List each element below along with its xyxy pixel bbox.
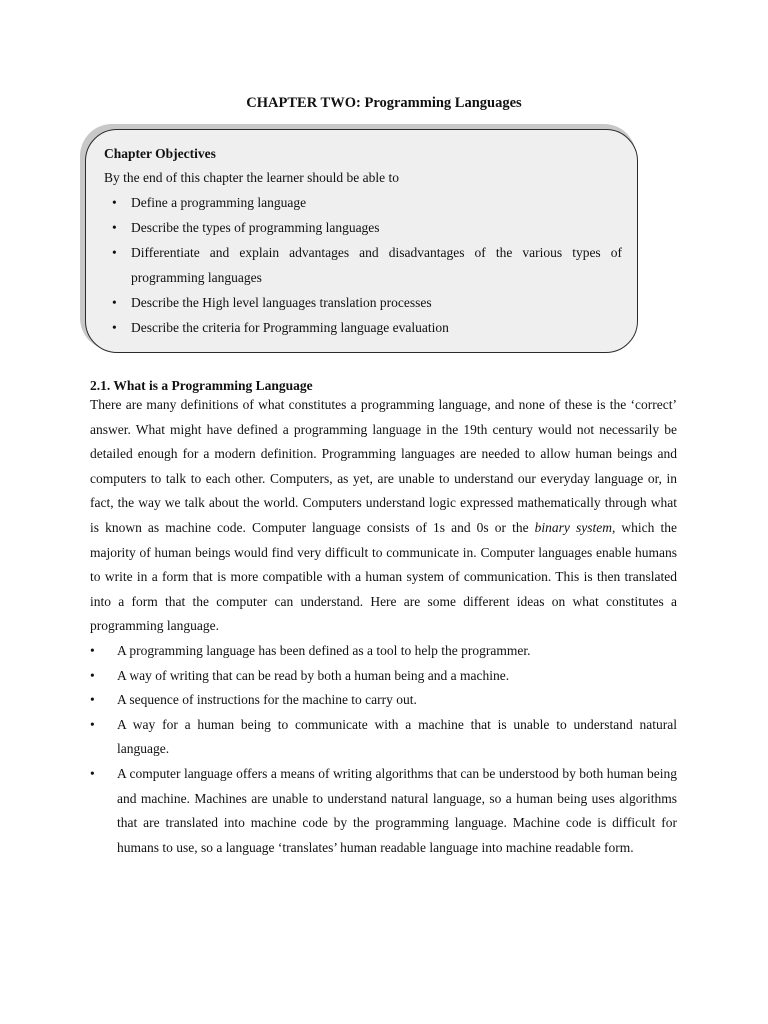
section-heading: 2.1. What is a Programming Language: [90, 378, 313, 393]
paragraph-italic-term: binary system: [534, 519, 612, 535]
objective-text: Define a programming language: [131, 195, 307, 210]
definition-text: A sequence of instructions for the machine to carry out.: [117, 692, 417, 708]
definition-item: [90, 688, 677, 713]
objectives-intro: By the end of this chapter the learner should be able to: [104, 170, 400, 185]
bullet-icon: •: [112, 195, 117, 210]
bullet-icon: •: [90, 643, 95, 658]
objective-text: Describe the High level languages translation processes: [131, 295, 432, 310]
bullet-icon: •: [112, 295, 117, 310]
bullet-icon: •: [90, 692, 95, 708]
objective-item: [104, 290, 622, 315]
bullet-icon: •: [112, 320, 117, 335]
paragraph-text-start: There are many definitions of what constitutes a programming language, and none of these is the ‘correct’ answer. What might have defined a programming language in the 19th century would not necessarily be detailed enough for a modern definition. Programming languages are needed to allow human beings and computers to talk to each other. Computers, as yet, are unable to understand our everyday language or, in fact, the way we talk about the world. Computers understand logic expressed mathematically through what is known as machine code. Computer language consists of 1s and 0s or the: [90, 397, 677, 535]
objective-text: Describe the types of programming languages: [131, 220, 380, 235]
objective-item: [104, 190, 622, 215]
objective-text: Differentiate and explain advantages and disadvantages of the various types of programming languages: [131, 245, 622, 285]
definition-text: A programming language has been defined as a tool to help the programmer.: [117, 643, 531, 658]
objectives-heading: Chapter Objectives: [104, 146, 216, 161]
paragraph-text-end: , which the majority of human beings would find very difficult to communicate in. Computer languages enable humans to write in a form that is more compatible with a human system of communication. This is then translated into a form that the computer can understand. Here are some different ideas on what constitutes a programming language.: [90, 519, 677, 634]
body-paragraph: [90, 393, 677, 639]
bullet-icon: •: [112, 245, 117, 260]
chapter-title: CHAPTER TWO: Programming Languages: [246, 95, 522, 111]
bullet-icon: •: [90, 765, 95, 781]
definition-item: [90, 664, 677, 689]
objective-item: [104, 315, 622, 340]
definition-item: [90, 639, 677, 664]
objective-item: [104, 240, 622, 290]
objective-text: Describe the criteria for Programming language evaluation: [131, 320, 449, 335]
objectives-list: [104, 190, 622, 340]
definitions-list: [90, 639, 677, 860]
bullet-icon: •: [90, 716, 95, 732]
definition-item: [90, 762, 677, 860]
definition-item: [90, 713, 677, 762]
bullet-icon: •: [112, 220, 117, 235]
bullet-icon: •: [90, 667, 95, 683]
definition-text: A way of writing that can be read by both a human being and a machine.: [117, 667, 510, 683]
definition-text: A computer language offers a means of writing algorithms that can be understood by both human being and machine. Machines are unable to understand natural language, so a human being uses algorithms that are translated into machine code by the programming language. Machine code is difficult for humans to use, so a language ‘translates’ human readable language into machine readable form.: [117, 765, 677, 855]
definition-text: A way for a human being to communicate with a machine that is unable to understand natural language.: [117, 716, 677, 757]
objective-item: [104, 215, 622, 240]
